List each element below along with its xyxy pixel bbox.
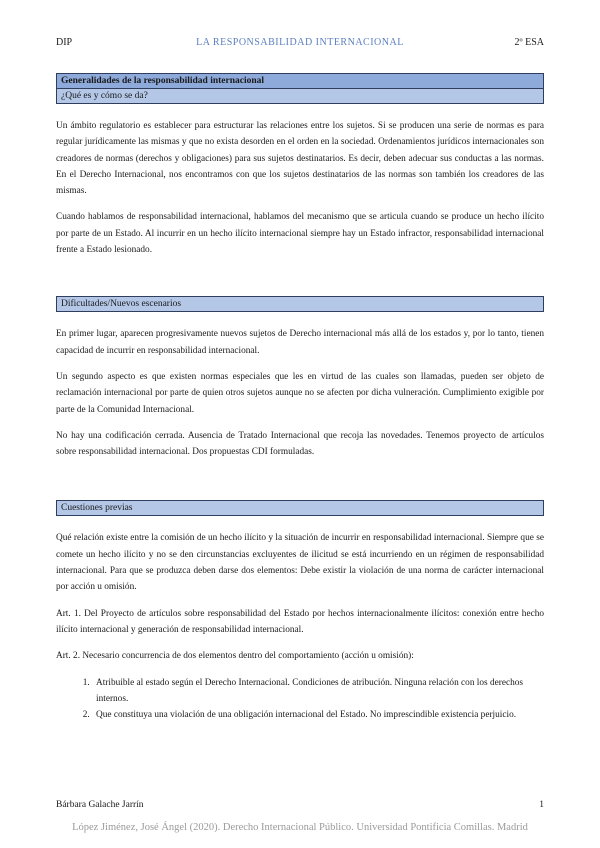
list-item: 2. Que constituya una violación de una obligación internacional del Estado. No imprescindible existencia perjuicio. <box>92 707 544 723</box>
footer-author: Bárbara Galache Jarrín <box>56 800 144 810</box>
section-heading-generalidades: Generalidades de la responsabilidad internacional <box>56 73 544 89</box>
list-item: 1. Atribuible al estado según el Derecho Internacional. Condiciones de atribución. Ninguna relación con los derechos internos. <box>92 675 544 708</box>
paragraph: Art. 1. Del Proyecto de artículos sobre responsabilidad del Estado por hechos internacionalmente ilícitos: conexión entre hecho ilícito internacional y generación de responsabilidad internacional. <box>56 608 544 635</box>
paragraph: Un ámbito regulatorio es establecer para estructurar las relaciones entre los sujetos. Si se producen una serie de normas es para regular jurídicamente las mismas y que no exista desorden en el orden en la sociedad. Ordenamientos jurídicos internacionales son creadores de normas (derechos y obligaciones) para sus sujetos destinatarios. Es decir, deben adecuar sus conductas a las normas. En el Derecho Internacional, nos encontramos con que los sujetos destinatarios de las normas son también los creadores de las mismas. <box>56 121 544 197</box>
subsection-heading-que-es: ¿Qué es y cómo se da? <box>56 89 544 104</box>
page-header <box>56 36 544 50</box>
header-course: DIP <box>56 37 73 48</box>
element-list <box>56 675 544 724</box>
source-credit: López Jiménez, José Ángel (2020). Derecho Internacional Público. Universidad Pontificia Comillas. Madrid <box>72 822 528 833</box>
paragraph: Cuando hablamos de responsabilidad internacional, hablamos del mecanismo que se articula cuando se produce un hecho ilícito por parte de un Estado. Al incurrir en un hecho ilícito internacional siempre hay un Estado infractor, responsabilidad internacional frente a Estado lesionado. <box>56 212 544 256</box>
document-body <box>56 73 544 723</box>
header-group: 2º ESA <box>514 37 544 48</box>
page-number: 1 <box>539 800 544 810</box>
paragraph: Qué relación existe entre la comisión de un hecho ilícito y la situación de incurrir en responsabilidad internacional. Siempre que se comete un hecho ilícito y no se den circunstancias excluyentes de ilicitud se está incurriendo en un régimen de responsabilidad internacional. Para que se produzca deben darse dos elementos: Debe existir la violación de una norma de carácter internacional por acción u omisión. <box>56 533 544 593</box>
header-title: LA RESPONSABILIDAD INTERNACIONAL <box>196 37 404 48</box>
paragraph: En primer lugar, aparecen progresivamente nuevos sujetos de Derecho internacional más allá de los estados y, por lo tanto, tienen capacidad de incurrir en responsabilidad internacional. <box>56 329 544 356</box>
paragraph: Un segundo aspecto es que existen normas especiales que les en virtud de las cuales son llamadas, pueden ser objeto de reclamación internacional por parte de quien otros sujetos aunque no se afecten por dicha vulneración. Cumplimiento exigible por parte de la Comunidad Internacional. <box>56 371 544 415</box>
section-heading-dificultades: Dificultades/Nuevos escenarios <box>56 296 544 312</box>
paragraph: No hay una codificación cerrada. Ausencia de Tratado Internacional que recoja las novedades. Tenemos proyecto de artículos sobre responsabilidad internacional. Dos propuestas CDI formuladas. <box>56 430 544 458</box>
section-heading-cuestiones-previas: Cuestiones previas <box>56 500 544 516</box>
paragraph: Art. 2. Necesario concurrencia de dos elementos dentro del comportamiento (acción u omisión): <box>56 651 414 662</box>
